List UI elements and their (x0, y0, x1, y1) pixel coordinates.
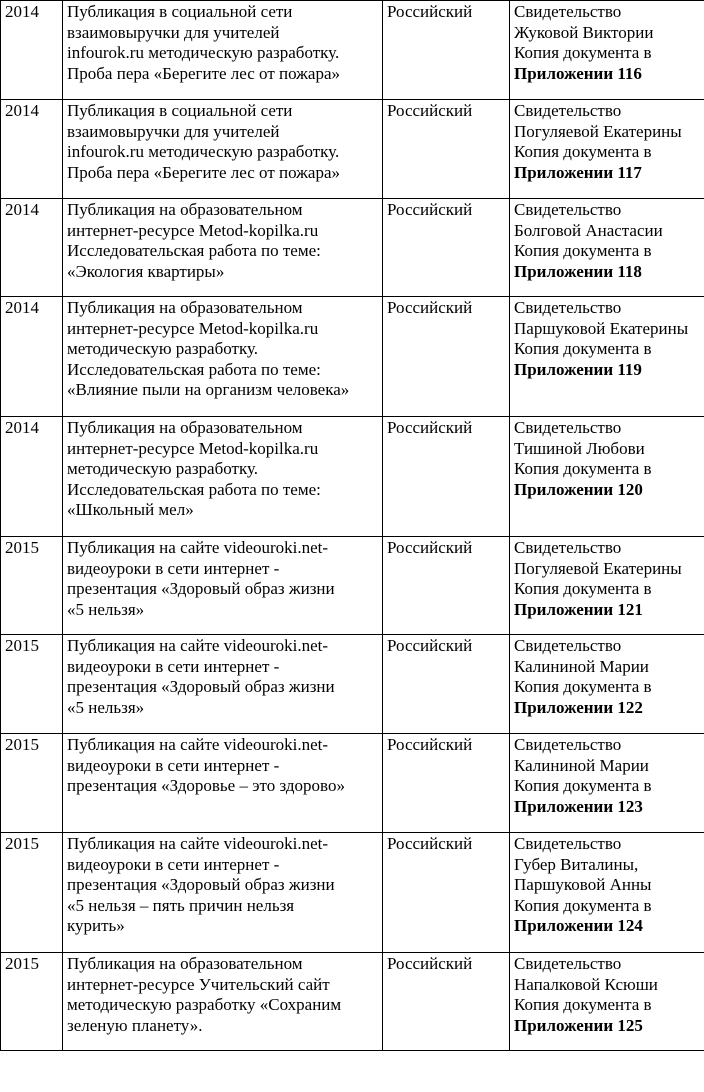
year-cell: 2014 (1, 100, 63, 199)
year-cell: 2014 (1, 199, 63, 297)
level-cell: Российский (383, 734, 510, 833)
level-cell: Российский (383, 833, 510, 953)
appendix-reference: Приложении 122 (514, 697, 643, 717)
description-cell: Публикация на сайте videouroki.net- видеоуроки в сети интернет - презентация «Здоровый образ жизни «5 нельзя» (63, 635, 383, 734)
table-row (1, 734, 704, 833)
document-cell (510, 833, 704, 953)
document-cell (510, 297, 704, 417)
description-cell: Публикация на сайте videouroki.net- видеоуроки в сети интернет - презентация «Здоровый образ жизни «5 нельзя – пять причин нельзя курить» (63, 833, 383, 953)
document-text: Свидетельство Калининой Марии Копия документа в (514, 636, 652, 696)
document-text: Свидетельство Напалковой Ксюши Копия документа в (514, 954, 658, 1014)
document-cell (510, 953, 704, 1051)
document-text: Свидетельство Болговой Анастасии Копия документа в (514, 200, 663, 260)
document-cell (510, 537, 704, 635)
appendix-reference: Приложении 120 (514, 479, 643, 499)
table-row (1, 297, 704, 417)
description-cell: Публикация на образовательном интернет-ресурсе Metod-kopilka.ru методическую разработку. Исследовательская работа по теме: «Влияние пыли на организм человека» (63, 297, 383, 417)
document-text: Свидетельство Жуковой Виктории Копия документа в (514, 2, 654, 62)
level-cell: Российский (383, 100, 510, 199)
document-text: Свидетельство Тишиной Любови Копия документа в (514, 418, 652, 478)
table-row (1, 953, 704, 1051)
description-cell: Публикация в социальной сети взаимовыручки для учителей infourok.ru методическую разработку. Проба пера «Берегите лес от пожара» (63, 100, 383, 199)
description-cell: Публикация в социальной сети взаимовыручки для учителей infourok.ru методическую разработку. Проба пера «Берегите лес от пожара» (63, 1, 383, 100)
appendix-reference: Приложении 121 (514, 599, 643, 619)
table-row (1, 100, 704, 199)
document-text: Свидетельство Паршуковой Екатерины Копия документа в (514, 298, 689, 358)
document-cell (510, 417, 704, 537)
level-cell: Российский (383, 635, 510, 734)
description-cell: Публикация на образовательном интернет-ресурсе Учительский сайт методическую разработку «Сохраним зеленую планету». (63, 953, 383, 1051)
year-cell: 2014 (1, 297, 63, 417)
description-cell: Публикация на образовательном интернет-ресурсе Metod-kopilka.ru Исследовательская работа по теме: «Экология квартиры» (63, 199, 383, 297)
year-cell: 2015 (1, 734, 63, 833)
year-cell: 2014 (1, 1, 63, 100)
appendix-reference: Приложении 123 (514, 796, 643, 816)
appendix-reference: Приложении 116 (514, 63, 642, 83)
level-cell: Российский (383, 953, 510, 1051)
document-text: Свидетельство Губер Виталины, Паршуковой Анны Копия документа в (514, 834, 652, 915)
description-cell: Публикация на сайте videouroki.net- видеоуроки в сети интернет - презентация «Здоровье – это здорово» (63, 734, 383, 833)
document-text: Свидетельство Калининой Марии Копия документа в (514, 735, 652, 795)
year-cell: 2015 (1, 833, 63, 953)
table-row (1, 635, 704, 734)
table-row (1, 833, 704, 953)
year-cell: 2015 (1, 537, 63, 635)
level-cell: Российский (383, 417, 510, 537)
table-row (1, 417, 704, 537)
level-cell: Российский (383, 537, 510, 635)
document-text: Свидетельство Погуляевой Екатерины Копия документа в (514, 101, 682, 161)
document-cell (510, 199, 704, 297)
description-cell: Публикация на сайте videouroki.net- видеоуроки в сети интернет - презентация «Здоровый образ жизни «5 нельзя» (63, 537, 383, 635)
year-cell: 2015 (1, 953, 63, 1051)
description-cell: Публикация на образовательном интернет-ресурсе Metod-kopilka.ru методическую разработку. Исследовательская работа по теме: «Школьный мел» (63, 417, 383, 537)
document-text: Свидетельство Погуляевой Екатерины Копия документа в (514, 538, 682, 598)
document-cell (510, 635, 704, 734)
table-row (1, 1, 704, 100)
appendix-reference: Приложении 125 (514, 1015, 643, 1035)
appendix-reference: Приложении 118 (514, 261, 642, 281)
document-cell (510, 734, 704, 833)
document-cell (510, 1, 704, 100)
appendix-reference: Приложении 119 (514, 359, 642, 379)
appendix-reference: Приложении 117 (514, 162, 642, 182)
level-cell: Российский (383, 199, 510, 297)
document-cell (510, 100, 704, 199)
table-row (1, 537, 704, 635)
level-cell: Российский (383, 1, 510, 100)
table-row (1, 199, 704, 297)
level-cell: Российский (383, 297, 510, 417)
appendix-reference: Приложении 124 (514, 916, 643, 935)
year-cell: 2014 (1, 417, 63, 537)
year-cell: 2015 (1, 635, 63, 734)
